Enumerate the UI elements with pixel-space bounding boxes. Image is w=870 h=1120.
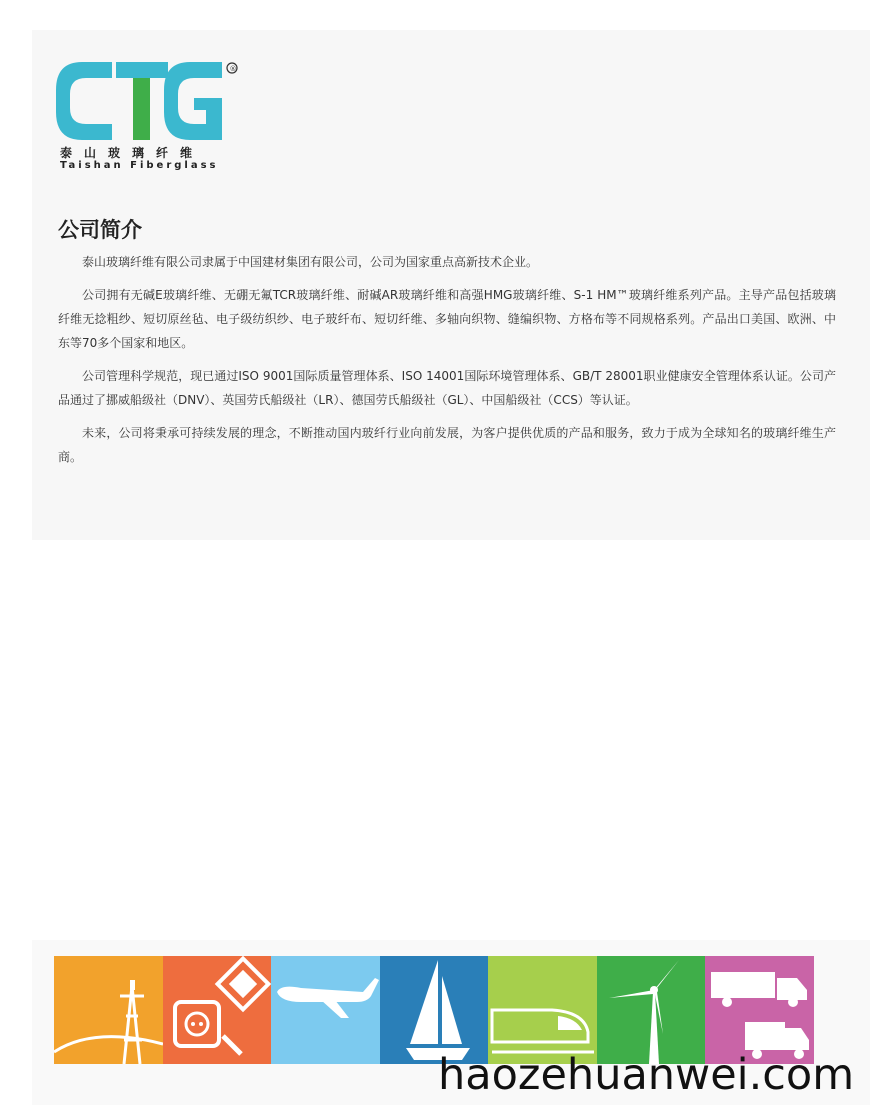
intro-paragraph-4: 未来，公司将秉承可持续发展的理念，不断推动国内玻纤行业向前发展，为客户提供优质的产品和服务，致力于成为全球知名的玻璃纤维生产商。 — [58, 426, 836, 464]
watermark: haozehuanwei.com — [438, 1050, 855, 1100]
application-tile-rail — [488, 956, 597, 1064]
electrical-outlet-icon — [163, 956, 272, 1064]
wind-turbine-icon — [597, 956, 706, 1064]
application-tile-electrical — [163, 956, 272, 1064]
logo-name-en: Taishan Fiberglass — [60, 160, 219, 171]
intro-text — [58, 250, 836, 478]
high-speed-train-icon — [488, 956, 597, 1064]
intro-paragraph-2: 公司拥有无碱E玻璃纤维、无硼无氟TCR玻璃纤维、耐碱AR玻璃纤维和高强HMG玻璃纤维、S-1 HM™玻璃纤维系列产品。主导产品包括玻璃纤维无捻粗纱、短切原丝毡、电子级纺织纱、电子玻纤布、短切纤维、多轴向织物、缝编织物、方格布等不同规格系列。产品出口美国、欧洲、中东等70多个国家和地区。 — [58, 288, 836, 350]
intro-paragraph-3: 公司管理科学规范，现已通过ISO 9001国际质量管理体系、ISO 14001国际环境管理体系、GB/T 28001职业健康安全管理体系认证。公司产品通过了挪威船级社（DNV）、英国劳氏船级社（LR）、德国劳氏船级社（GL）、中国船级社（CCS）等认证。 — [58, 369, 836, 407]
section-title: 公司简介 — [58, 218, 142, 242]
registered-mark: ® — [229, 65, 237, 73]
truck-icon — [705, 956, 814, 1064]
application-tile-marine — [380, 956, 489, 1064]
application-tile-transport — [705, 956, 814, 1064]
logo-name-cn: 泰山玻璃纤维 — [60, 146, 205, 160]
application-tile-wind — [597, 956, 706, 1064]
power-tower-icon — [54, 956, 163, 1064]
intro-paragraph-1: 泰山玻璃纤维有限公司隶属于中国建材集团有限公司，公司为国家重点高新技术企业。 — [82, 255, 539, 269]
sailboat-icon — [380, 956, 489, 1064]
airplane-icon — [271, 956, 380, 1064]
application-tile-aviation — [271, 956, 380, 1064]
applications-strip — [54, 956, 814, 1064]
application-tile-power — [54, 956, 163, 1064]
